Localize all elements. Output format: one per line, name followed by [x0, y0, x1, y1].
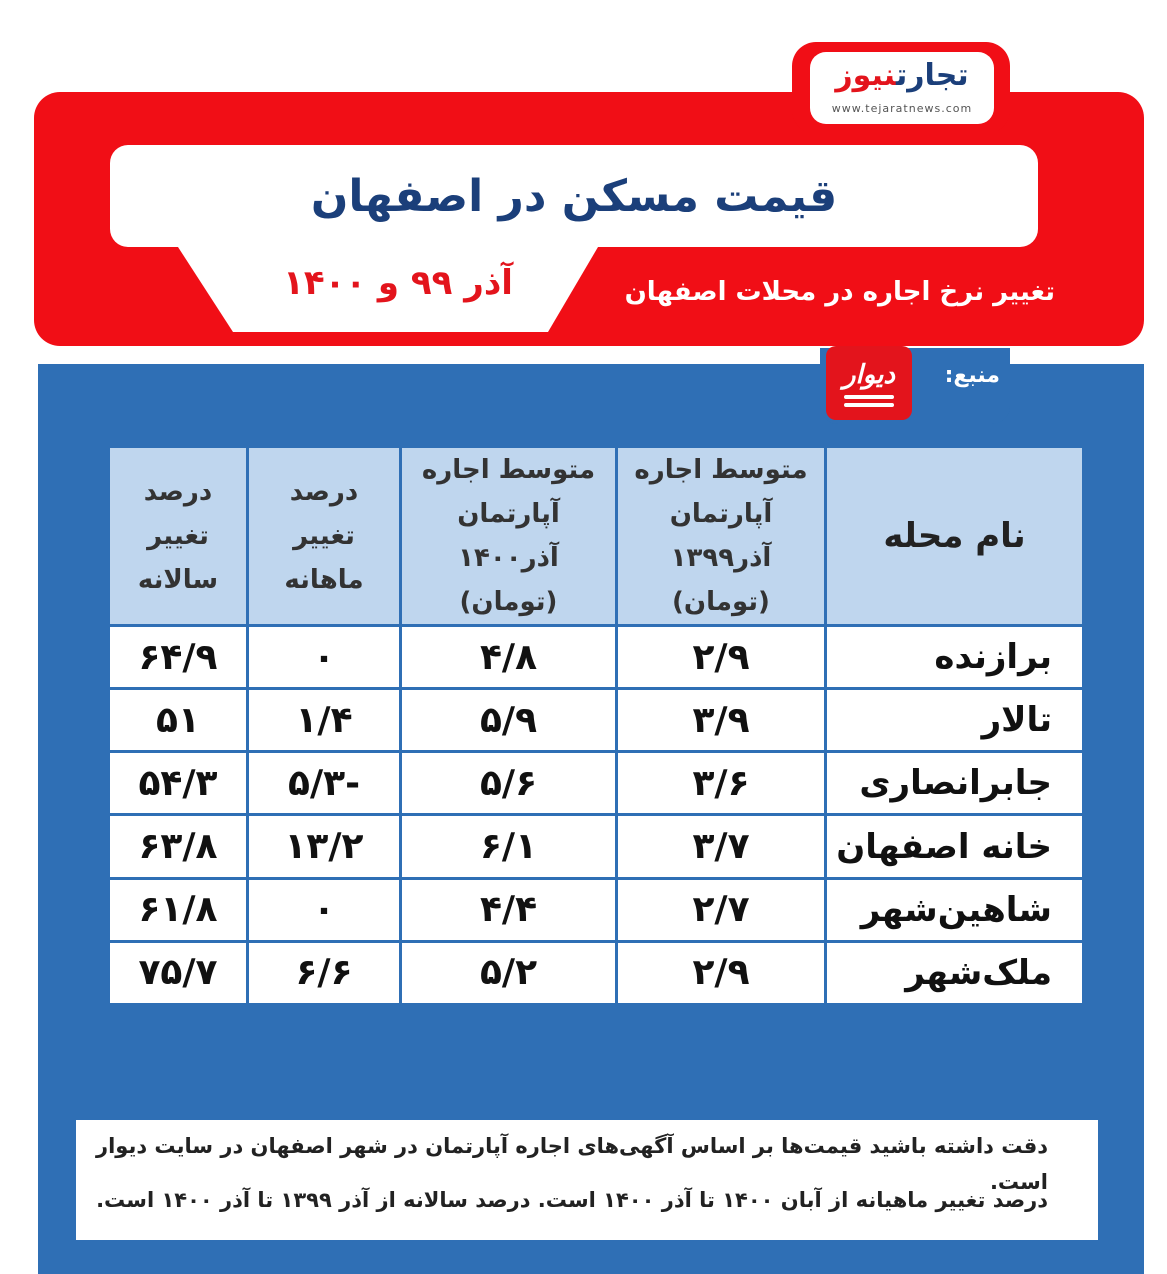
monthly-change-cell: -۵/۳	[248, 752, 401, 815]
table-row	[109, 626, 1084, 689]
brand-logo	[810, 54, 994, 98]
rent-1400-cell: ۵/۶	[401, 752, 617, 815]
monthly-change-cell: ۰	[248, 626, 401, 689]
divar-stripe	[844, 403, 894, 407]
neighborhood-cell: شاهین‌شهر	[826, 878, 1084, 941]
annual-change-cell: ۶۱/۸	[109, 878, 248, 941]
annual-change-cell: ۵۴/۳	[109, 752, 248, 815]
note-line-2: درصد تغییر ماهیانه از آبان ۱۴۰۰ تا آذر ۱۴۰۰ است. درصد سالانه از آذر ۱۳۹۹ تا آذر ۱۴۰۰ است.	[96, 1188, 1048, 1212]
rent-1399-cell: ۳/۶	[617, 752, 826, 815]
rent-table	[107, 445, 1085, 1006]
annual-change-cell: ۵۱	[109, 689, 248, 752]
source-label: منبع:	[944, 363, 1000, 388]
monthly-change-cell: ۱/۴	[248, 689, 401, 752]
divar-logo	[826, 346, 912, 420]
neighborhood-cell: ملک‌شهر	[826, 941, 1084, 1004]
annual-change-cell: ۶۳/۸	[109, 815, 248, 878]
neighborhood-cell: جابرانصاری	[826, 752, 1084, 815]
header-rent-1399: متوسط اجاره آپارتمان آذر۱۳۹۹ (تومان)	[617, 447, 826, 626]
rent-1399-cell: ۳/۹	[617, 689, 826, 752]
rent-1400-cell: ۴/۸	[401, 626, 617, 689]
date-range: آذر ۹۹ و ۱۴۰۰	[283, 263, 513, 303]
divar-stripe	[844, 395, 894, 399]
rent-1400-cell: ۶/۱	[401, 815, 617, 878]
monthly-change-cell: ۱۳/۲	[248, 815, 401, 878]
monthly-change-cell: ۰	[248, 878, 401, 941]
header-neighborhood: نام محله	[826, 447, 1084, 626]
rent-1399-cell: ۳/۷	[617, 815, 826, 878]
page-subtitle: تغییر نرخ اجاره در محلات اصفهان	[624, 277, 1055, 307]
table-row	[109, 941, 1084, 1004]
table-row	[109, 689, 1084, 752]
rent-1399-cell: ۲/۹	[617, 626, 826, 689]
neighborhood-cell: خانه اصفهان	[826, 815, 1084, 878]
neighborhood-cell: برازنده	[826, 626, 1084, 689]
monthly-change-cell: ۶/۶	[248, 941, 401, 1004]
title-box	[110, 145, 1038, 247]
table-row	[109, 878, 1084, 941]
table-row	[109, 815, 1084, 878]
rent-1399-cell: ۲/۷	[617, 878, 826, 941]
table-header-row	[109, 447, 1084, 626]
header-rent-1400: متوسط اجاره آپارتمان آذر۱۴۰۰ (تومان)	[401, 447, 617, 626]
note-box	[76, 1120, 1098, 1240]
rent-1400-cell: ۴/۴	[401, 878, 617, 941]
neighborhood-cell: تالار	[826, 689, 1084, 752]
annual-change-cell: ۷۵/۷	[109, 941, 248, 1004]
logo-url: www.tejaratnews.com	[831, 102, 973, 115]
header-annual-change: درصد تغییر سالانه	[109, 447, 248, 626]
annual-change-cell: ۶۴/۹	[109, 626, 248, 689]
table-row	[109, 752, 1084, 815]
page-title: قیمت مسکن در اصفهان	[310, 170, 838, 222]
logo-part1: تجارت	[895, 58, 969, 93]
rent-1400-cell: ۵/۹	[401, 689, 617, 752]
logo-part2: نیوز	[835, 58, 896, 93]
header-monthly-change: درصد تغییر ماهانه	[248, 447, 401, 626]
note-line-1: دقت داشته باشید قیمت‌ها بر اساس آگهی‌های اجاره آپارتمان در شهر اصفهان در سایت دیوار است.	[95, 1134, 1048, 1194]
rent-1400-cell: ۵/۲	[401, 941, 617, 1004]
rent-1399-cell: ۲/۹	[617, 941, 826, 1004]
divar-logo-text: دیوار	[842, 360, 896, 390]
